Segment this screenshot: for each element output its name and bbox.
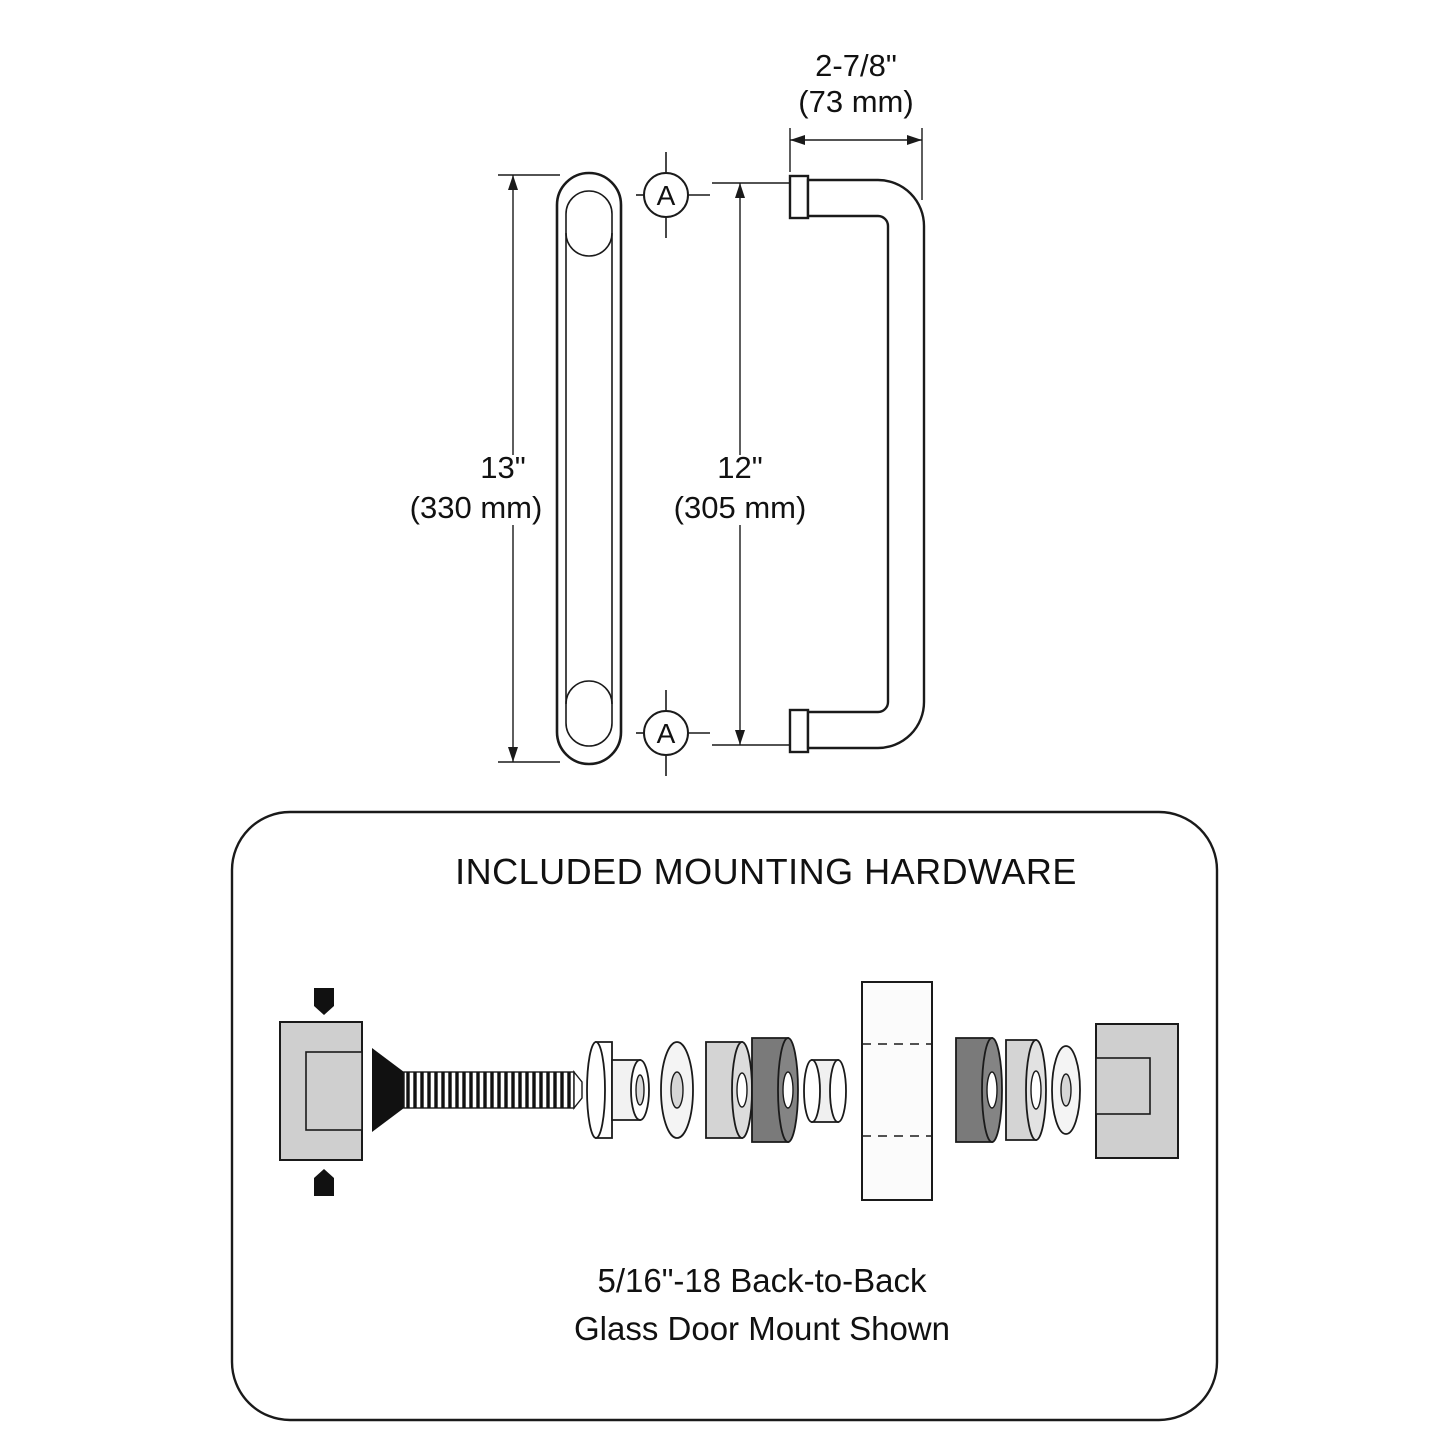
hardware-glass-panel — [862, 982, 932, 1200]
proj-arrow-right — [907, 135, 922, 145]
hardware-washer-thin-1 — [661, 1042, 693, 1138]
center-to-center-mm: (305 mm) — [673, 490, 807, 525]
ctc-arrow-bottom — [735, 730, 745, 745]
center-to-center-inches: 12" — [717, 450, 763, 485]
hardware-washer-thin-2 — [1052, 1046, 1080, 1134]
gasket-dark-1-hole — [783, 1072, 793, 1108]
overall-length-mm: (330 mm) — [409, 490, 543, 525]
gasket-light-2-hole — [1031, 1071, 1041, 1109]
projection-mm: (73 mm) — [798, 84, 914, 119]
hardware-gasket-dark-2 — [956, 1038, 1002, 1142]
section-letter-top: A — [656, 180, 676, 211]
section-marker-top — [636, 152, 710, 238]
hardware-panel-title: INCLUDED MOUNTING HARDWARE — [455, 851, 1077, 892]
hardware-right-cap — [1096, 1024, 1178, 1158]
spacer-left-face — [804, 1060, 820, 1122]
section-marker-bottom — [636, 690, 710, 776]
hardware-gasket-light-2 — [1006, 1040, 1046, 1140]
hardware-gasket-dark-1 — [752, 1038, 798, 1142]
dimension-overall-length — [410, 175, 560, 762]
gasket-light-1-hole — [737, 1073, 747, 1107]
proj-arrow-left — [790, 135, 805, 145]
standoff-top — [790, 176, 808, 218]
section-letter-bottom: A — [656, 718, 676, 749]
overall-length-inches: 13" — [480, 450, 526, 485]
projection-inches: 2-7/8" — [815, 48, 897, 83]
washer-thin-1-hole — [671, 1072, 683, 1108]
hardware-caption-line1: 5/16"-18 Back-to-Back — [597, 1262, 927, 1299]
dimension-center-to-center — [674, 183, 807, 745]
washer-thin-2-hole — [1061, 1074, 1071, 1106]
handle-profile-outline — [808, 180, 924, 748]
hardware-gasket-light-1 — [706, 1042, 752, 1138]
hardware-spacer — [804, 1060, 846, 1122]
glass-panel-body — [862, 982, 932, 1200]
handle-front-view — [557, 173, 621, 764]
right-cap-inner — [1096, 1058, 1150, 1114]
dimension-projection — [790, 48, 922, 200]
screw-threads — [404, 1072, 582, 1108]
handle-side-view — [790, 176, 924, 752]
left-cap-inner — [306, 1052, 362, 1130]
spacer-right-face — [830, 1060, 846, 1122]
arrow-bottom — [508, 747, 518, 762]
arrow-top — [508, 175, 518, 190]
standoff-bottom — [790, 710, 808, 752]
bushing-bore — [636, 1075, 644, 1105]
mounting-hardware-panel — [232, 812, 1217, 1420]
ctc-arrow-top — [735, 183, 745, 198]
bushing-flange-face — [587, 1042, 605, 1138]
gasket-dark-2-hole — [987, 1072, 997, 1108]
hardware-caption-line2: Glass Door Mount Shown — [573, 1310, 951, 1347]
